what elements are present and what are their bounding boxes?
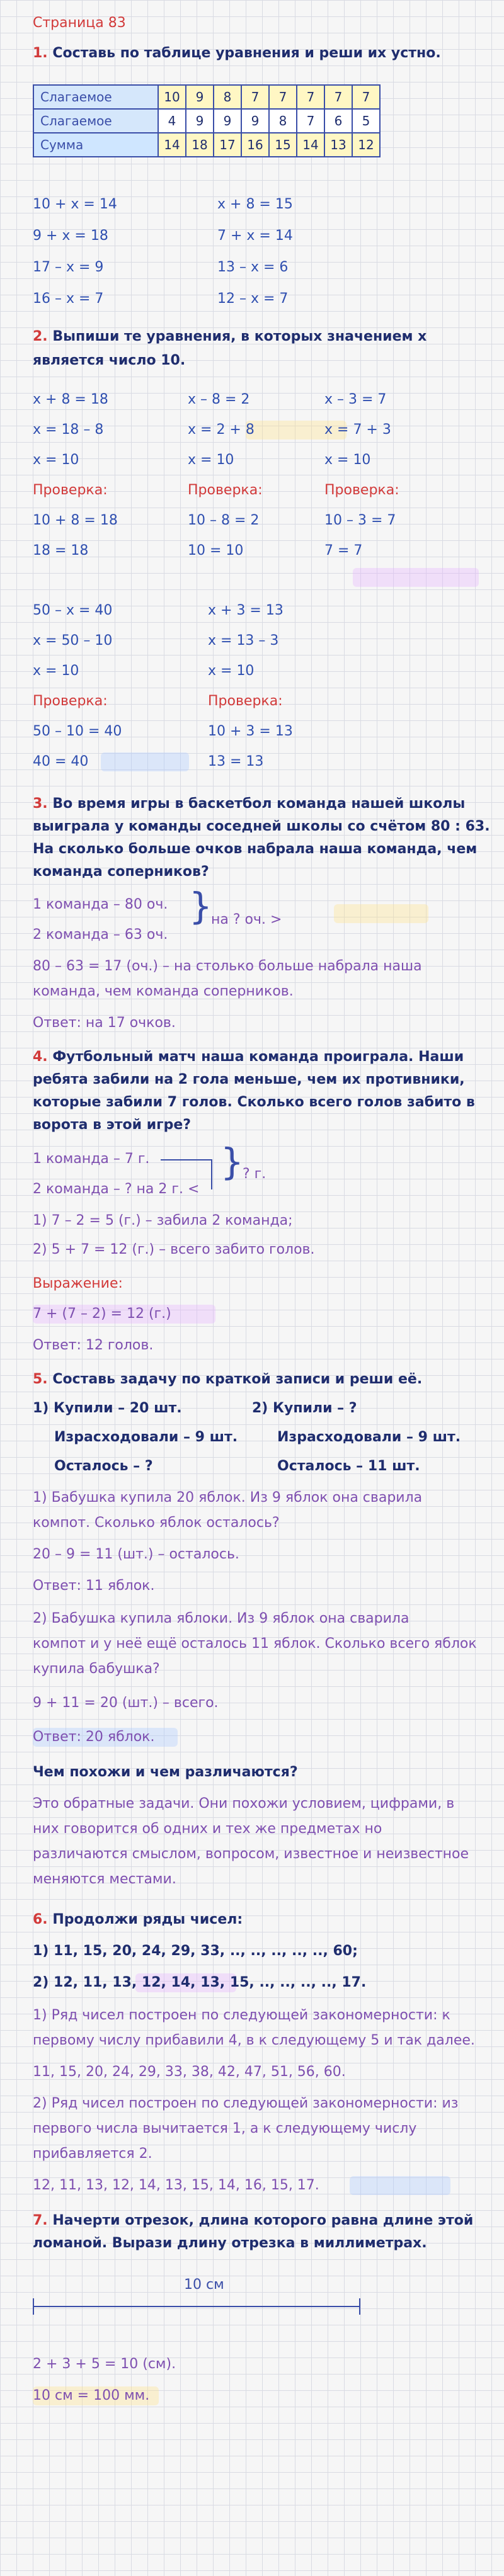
t2-c2-2: x = 10 (188, 452, 234, 468)
t2-c5-3: Проверка: (208, 693, 283, 709)
task4-sol-1: 1) 7 – 2 = 5 (г.) – забила 2 команда; (33, 1213, 293, 1228)
task1-number: 1. (33, 45, 48, 61)
task3-sol-2: команда, чем команда соперников. (33, 984, 294, 999)
task2-number: 2. (33, 329, 48, 344)
task6-e2-2: первого числа вычитается 1, а к следующему числу (33, 2121, 417, 2136)
eq-right-1: x + 8 = 15 (217, 196, 293, 212)
task5-p1-sol: 20 – 9 = 11 (шт.) – осталось. (33, 1546, 239, 1562)
t2-c4-2: x = 10 (33, 663, 79, 679)
cell: 7 (352, 85, 380, 109)
task5-b2: Израсходовали – 9 шт. (277, 1429, 461, 1445)
task5-p2-ans: Ответ: 20 яблок. (33, 1729, 155, 1745)
task6-row-2: 2) 12, 11, 13, 12, 14, 13, 15, .., .., .., .., 17. (33, 1975, 367, 1990)
cell: 10 (158, 85, 186, 109)
t2-c1-3: Проверка: (33, 482, 108, 498)
task5-p1-1: 1) Бабушка купила 20 яблок. Из 9 яблок она сварила (33, 1490, 423, 1506)
t2-c2-5: 10 = 10 (188, 543, 244, 559)
task6-e2-4: 12, 11, 13, 12, 14, 13, 15, 14, 16, 15, 17. (33, 2177, 319, 2193)
task5-number: 5. (33, 1371, 48, 1387)
task3-line-2: выиграла у команды соседней школы со счётом 80 : 63. (33, 819, 490, 834)
t2-c1-4: 10 + 8 = 18 (33, 513, 118, 528)
t2-c3-0: x – 3 = 7 (324, 392, 387, 407)
cell: 9 (186, 109, 214, 133)
cell: 6 (324, 109, 352, 133)
highlight (353, 568, 479, 587)
task4-expr-label: Выражение: (33, 1276, 123, 1291)
t2-c3-3: Проверка: (324, 482, 399, 498)
t2-c4-0: 50 – x = 40 (33, 603, 113, 618)
task4-short-2: 2 команда – ? на 2 г. < (33, 1181, 200, 1197)
task1-table (33, 84, 381, 157)
task6-e2-1: 2) Ряд чисел построен по следующей закономерности: из (33, 2096, 459, 2111)
task6-heading (33, 1910, 243, 1929)
segment-line (33, 2306, 360, 2307)
task3-short-2: 2 команда – 63 оч. (33, 927, 168, 943)
task5-b3: Осталось – 11 шт. (277, 1458, 420, 1474)
task6-e1-1: 1) Ряд чисел построен по следующей закономерности: к (33, 2007, 450, 2023)
cell: 7 (241, 85, 269, 109)
row-label: Сумма (33, 133, 158, 157)
task6-e1-2: первому числу прибавили 4, в к следующему 5 и так далее. (33, 2033, 475, 2048)
t2-c3-1: x = 7 + 3 (324, 422, 391, 438)
cell: 17 (214, 133, 241, 157)
t2-c5-2: x = 10 (208, 663, 255, 679)
task2-title-2: является число 10. (33, 353, 186, 368)
t2-c1-5: 18 = 18 (33, 543, 89, 559)
t2-c1-0: x + 8 = 18 (33, 392, 108, 407)
eq-left-2: 9 + x = 18 (33, 228, 108, 244)
row-label: Слагаемое (33, 109, 158, 133)
task2-heading (33, 327, 427, 346)
cell: 12 (352, 133, 380, 157)
task5-b1: 2) Купили – ? (252, 1400, 357, 1416)
t2-c2-0: x – 8 = 2 (188, 392, 250, 407)
task7-conv: 10 см = 100 мм. (33, 2388, 150, 2403)
brace-icon: } (220, 1140, 244, 1183)
task3-number: 3. (33, 796, 48, 812)
t2-c2-3: Проверка: (188, 482, 263, 498)
task3-line-1: 3. Во время игры в баскетбол команда нашей школы (33, 796, 466, 812)
task3-line-3: На сколько больше очков набрала наша команда, чем (33, 841, 478, 857)
table-row (33, 109, 380, 133)
task6-e1-3: 11, 15, 20, 24, 29, 33, 38, 42, 47, 51, 56, 60. (33, 2064, 346, 2080)
cell: 13 (324, 133, 352, 157)
task5-answer-3: различаются смыслом, вопросом, известное и неизвестное (33, 1846, 469, 1862)
highlight (101, 752, 189, 771)
task5-p2-3: купила бабушка? (33, 1661, 160, 1677)
brace-icon: } (189, 885, 212, 928)
cell: 4 (158, 109, 186, 133)
task6-e2-3: прибавляется 2. (33, 2146, 152, 2162)
eq-right-3: 13 – x = 6 (217, 259, 289, 275)
task5-heading (33, 1370, 422, 1389)
t2-c4-1: x = 50 – 10 (33, 633, 113, 649)
cell: 9 (186, 85, 214, 109)
t2-c4-4: 50 – 10 = 40 (33, 723, 122, 739)
arrow-line (161, 1159, 211, 1160)
cell: 14 (297, 133, 324, 157)
task7-line-2: ломаной. Вырази длину отрезка в миллиметрах. (33, 2235, 427, 2251)
task5-answer-4: меняются местами. (33, 1871, 176, 1887)
cell: 9 (214, 109, 241, 133)
cell: 14 (158, 133, 186, 157)
task5-p1-ans: Ответ: 11 яблок. (33, 1578, 155, 1594)
task7-number: 7. (33, 2213, 48, 2228)
cell: 15 (269, 133, 297, 157)
table-row (33, 85, 380, 109)
eq-left-1: 10 + x = 14 (33, 196, 117, 212)
t2-c5-5: 13 = 13 (208, 754, 264, 769)
task2-title-1: Выпиши те уравнения, в которых значением x (52, 329, 427, 344)
task5-p2-sol: 9 + 11 = 20 (шт.) – всего. (33, 1695, 219, 1711)
cell: 7 (324, 85, 352, 109)
segment-tick-start (33, 2298, 34, 2315)
arrow-line (211, 1159, 212, 1189)
t2-c5-1: x = 13 – 3 (208, 633, 279, 649)
task7-sol: 2 + 3 + 5 = 10 (см). (33, 2356, 176, 2372)
task5-a1: 1) Купили – 20 шт. (33, 1400, 182, 1416)
t2-c5-4: 10 + 3 = 13 (208, 723, 293, 739)
task1-heading (33, 44, 441, 63)
task4-sol-2: 2) 5 + 7 = 12 (г.) – всего забито голов. (33, 1242, 315, 1257)
eq-right-2: 7 + x = 14 (217, 228, 293, 244)
t2-c3-4: 10 – 3 = 7 (324, 513, 396, 528)
eq-left-3: 17 – x = 9 (33, 259, 104, 275)
segment-tick-end (359, 2298, 360, 2315)
task3-line-4: команда соперников? (33, 864, 209, 880)
cell: 7 (297, 85, 324, 109)
task5-answer-1: Это обратные задачи. Они похожи условием, цифрами, в (33, 1796, 455, 1812)
page-title: Страница 83 (33, 15, 126, 31)
cell: 16 (241, 133, 269, 157)
task3-question: на ? оч. > (211, 912, 282, 928)
cell: 9 (241, 109, 269, 133)
task4-line-1: 4. Футбольный матч наша команда проиграла. Наши (33, 1049, 464, 1065)
task3-sol-1: 80 – 63 = 17 (оч.) – на столько больше набрала наша (33, 958, 422, 974)
task6-number: 6. (33, 1912, 48, 1927)
task6-row-1: 1) 11, 15, 20, 24, 29, 33, .., .., .., .., .., 60; (33, 1943, 358, 1959)
cell: 7 (297, 109, 324, 133)
eq-left-4: 16 – x = 7 (33, 291, 104, 307)
task5-p2-2: компот и у неё ещё осталось 11 яблок. Сколько всего яблок (33, 1636, 477, 1652)
task6-title: Продолжи ряды чисел: (52, 1912, 243, 1927)
task3-short-1: 1 команда – 80 оч. (33, 897, 168, 912)
cell: 5 (352, 109, 380, 133)
task4-question: ? г. (243, 1166, 266, 1182)
task4-short-1: 1 команда – 7 г. (33, 1151, 150, 1167)
t2-c4-5: 40 = 40 (33, 754, 89, 769)
eq-right-4: 12 – x = 7 (217, 291, 289, 307)
cell: 8 (269, 109, 297, 133)
highlight (350, 2176, 450, 2195)
task4-line-4: ворота в этой игре? (33, 1117, 192, 1133)
task5-a2: Израсходовали – 9 шт. (54, 1429, 238, 1445)
segment-label: 10 см (184, 2277, 224, 2293)
task4-line-2: ребята забили на 2 гола меньше, чем их противники, (33, 1072, 465, 1087)
task7-line-1: 7. Начерти отрезок, длина которого равна длине этой (33, 2213, 474, 2228)
task4-line-3: которые забили 7 голов. Сколько всего голов забито в (33, 1094, 475, 1110)
task3-answer: Ответ: на 17 очков. (33, 1015, 176, 1031)
task1-title: Составь по таблице уравнения и реши их устно. (52, 45, 441, 61)
t2-c3-2: x = 10 (324, 452, 371, 468)
task4-answer: Ответ: 12 голов. (33, 1337, 154, 1353)
table-row (33, 133, 380, 157)
highlight (334, 904, 428, 923)
cell: 8 (214, 85, 241, 109)
task5-p2-1: 2) Бабушка купила яблоки. Из 9 яблок она сварила (33, 1611, 410, 1626)
t2-c2-1: x = 2 + 8 (188, 422, 255, 438)
t2-c1-1: x = 18 – 8 (33, 422, 104, 438)
task5-title: Составь задачу по краткой записи и реши её. (52, 1371, 423, 1387)
task4-expr: 7 + (7 – 2) = 12 (г.) (33, 1306, 171, 1322)
task5-p1-2: компот. Сколько яблок осталось? (33, 1515, 280, 1531)
task5-answer-2: них говорится об одних и тех же предметах но (33, 1821, 382, 1837)
cell: 7 (269, 85, 297, 109)
task4-number: 4. (33, 1049, 48, 1065)
t2-c3-5: 7 = 7 (324, 543, 363, 559)
task5-a3: Осталось – ? (54, 1458, 153, 1474)
segment (33, 2277, 360, 2313)
cell: 18 (186, 133, 214, 157)
t2-c1-2: x = 10 (33, 452, 79, 468)
t2-c2-4: 10 – 8 = 2 (188, 513, 260, 528)
t2-c4-3: Проверка: (33, 693, 108, 709)
t2-c5-0: x + 3 = 13 (208, 603, 284, 618)
row-label: Слагаемое (33, 85, 158, 109)
task5-question: Чем похожи и чем различаются? (33, 1764, 298, 1780)
